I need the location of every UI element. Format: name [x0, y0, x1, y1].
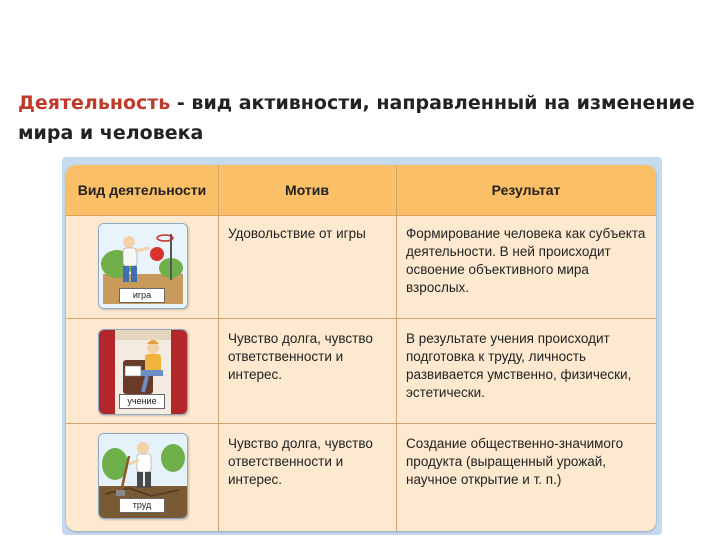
- header-motive: Мотив: [285, 182, 329, 198]
- header-activity-type: Вид деятельности: [77, 182, 207, 198]
- result-study: В результате учения происходит подготовка к труду, личность развивается умственно, физически, эстетически.: [406, 331, 632, 400]
- image-play: [98, 223, 188, 309]
- activity-table: [66, 165, 656, 531]
- row-divider: [66, 318, 656, 319]
- motive-study: Чувство долга, чувство ответственности и интерес.: [228, 331, 373, 382]
- column-divider: [396, 165, 397, 531]
- result-play: Формирование человека как субъекта деятельности. В ней происходит освоение объективного мира взрослых.: [406, 226, 646, 295]
- motive-work: Чувство долга, чувство ответственности и интерес.: [228, 436, 373, 487]
- header-result: Результат: [491, 182, 561, 198]
- image-label: игра: [119, 288, 165, 303]
- page-title: [18, 88, 708, 148]
- result-work: Создание общественно-значимого продукта (выращенный урожай, научное открытие и т. п.): [406, 436, 624, 487]
- image-study: [98, 329, 188, 415]
- image-work: [98, 433, 188, 519]
- image-label: учение: [119, 394, 165, 409]
- title-term: Деятельность: [18, 92, 171, 114]
- title-definition: - вид активности, направленный на изменение мира и человека: [18, 92, 695, 144]
- row-divider: [66, 423, 656, 424]
- column-divider: [218, 165, 219, 531]
- motive-play: Удовольствие от игры: [228, 226, 366, 241]
- image-label: труд: [119, 498, 165, 513]
